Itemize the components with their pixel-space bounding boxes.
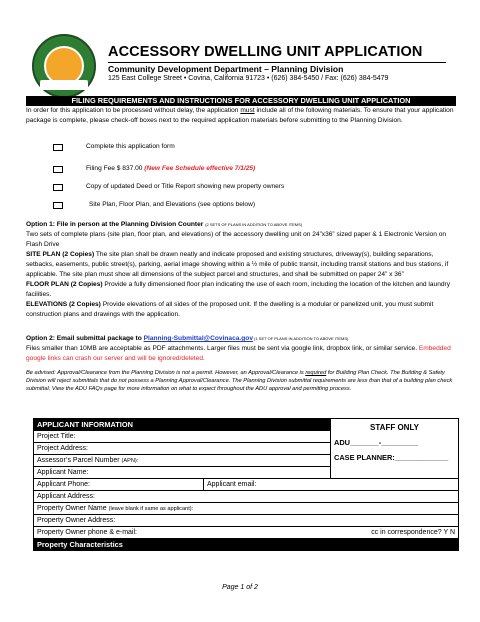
checkbox-deed-title[interactable] — [53, 184, 63, 191]
section-banner: FILING REQUIREMENTS AND INSTRUCTIONS FOR ACCESSORY DWELLING UNIT APPLICATION — [26, 96, 456, 106]
department-address: 125 East College Street • Covina, California 91723 • (626) 384-5450 / Fax: (626) 384-5479 — [108, 75, 389, 82]
page-number: Page 1 of 2 — [222, 584, 258, 591]
seal-banner — [40, 80, 88, 90]
google-link-warning: Embedded google links can crash our server and will be ignored/deleted. — [26, 345, 451, 362]
cc-correspondence-choice[interactable]: cc in correspondence? Y N — [371, 529, 455, 536]
site-plan-text: SITE PLAN (2 Copies) The site plan shall be drawn neatly and indicate proposed and existing structures, driveway(s), building separations, setbacks, easements, public street(s), parking, aerial image showing within a ½ mile of public transit, including transit stations and bus stations, if applicable. The site plan must show all dimensions of the subject parcel and structures, and shall be submitted on paper 24” x 36” — [26, 251, 449, 278]
owner-address-field[interactable]: Property Owner Address: — [34, 515, 459, 527]
apn-field[interactable]: Assessor’s Parcel Number (APN): — [34, 455, 331, 467]
floor-plan-text: FLOOR PLAN (2 Copies) Provide a fully dimensioned floor plan indicating the use of each room, including the location of the kitchen and laundry facilities. — [26, 281, 451, 298]
owner-contact-field[interactable]: Property Owner phone & e-mail: cc in correspondence? Y N — [34, 527, 459, 539]
submittal-email-link[interactable]: Planning-Submittal@Covinaca.gov — [143, 335, 253, 342]
elevations-text: ELEVATIONS (2 Copies) Provide elevations of all sides of the proposed unit. If the dwelling is a modular or panelized unit, you must submit construction plans and drawings with the application. — [26, 301, 434, 318]
checkbox-filing-fee[interactable] — [53, 166, 63, 173]
adu-number-field[interactable]: ADU_______-_________ — [334, 438, 419, 447]
option-1-section — [26, 220, 456, 320]
checklist-item-label: Complete this application form — [86, 143, 175, 150]
department-name: Community Development Department – Planning Division — [108, 64, 344, 74]
checklist-item-label: Copy of updated Deed or Title Report showing new property owners — [86, 183, 285, 190]
checkbox-plans[interactable] — [53, 202, 63, 209]
applicant-address-field[interactable]: Applicant Address: — [34, 491, 459, 503]
checklist-item-label: Site Plan, Floor Plan, and Elevations (see options below) — [89, 201, 256, 208]
applicant-email-field[interactable]: Applicant email: — [204, 479, 459, 491]
option-1-heading: Option 1: File in person at the Planning Division Counter (2 SETS OF PLANS IN ADDITION TO ABOVE ITEMS) — [26, 221, 303, 228]
intro-paragraph: In order for this application to be processed without delay, the application must include all of the following materials. To ensure that your application package is complete, please check-off boxes next to the required application materials before submitting to the Planning Division. — [26, 107, 454, 124]
fee-schedule-note: (New Fee Schedule effective 7/1/25) — [144, 165, 256, 172]
case-planner-field[interactable]: CASE PLANNER:_____________ — [334, 453, 449, 462]
checkbox-application-form[interactable] — [53, 144, 63, 151]
option-2-body: Files smaller than 10MB are acceptable as PDF attachments. Larger files must be sent via google link, dropbox link, or similar service. Embedded google links can crash our server and will be ignored/deleted. — [26, 345, 451, 362]
option-2-heading: Option 2: Email submittal package to Planning-Submittal@Covinaca.gov (1 SET OF PLANS IN ADDITION TO ABOVE ITEMS) — [26, 335, 349, 342]
applicant-phone-field[interactable]: Applicant Phone: — [34, 479, 204, 491]
city-seal-logo — [32, 34, 96, 98]
option-2-section — [26, 334, 456, 364]
page-title: ACCESSORY DWELLING UNIT APPLICATION — [108, 44, 423, 60]
applicant-info-table — [33, 418, 459, 551]
checklist-item-label: Filing Fee $ 837.00 (New Fee Schedule effective 7/1/25) — [86, 165, 256, 172]
staff-only-box — [331, 419, 459, 479]
applicant-info-header: APPLICANT INFORMATION — [34, 419, 331, 431]
project-address-field[interactable]: Project Address: — [34, 443, 331, 455]
staff-only-label: STAFF ONLY — [370, 423, 419, 432]
title-divider — [108, 62, 446, 63]
property-characteristics-header: Property Characteristics — [34, 539, 459, 551]
project-title-field[interactable]: Project Title: — [34, 431, 331, 443]
advisory-paragraph: Be advised: Approval/Clearance from the Planning Division is not a permit. However, an Approval/Clearance is required for Building Plan Check. The Building & Safety Division will reject submittals that do not possess a Planning Approval/Clearance. The Planning Division submittal requirements are less than that of a building plan check submittal. View the ADU FAQs page for more information on what to expect throughout the ADU approval and permitting process. — [26, 370, 453, 393]
applicant-name-field[interactable]: Applicant Name: — [34, 467, 331, 479]
option-1-body: Two sets of complete plans (site plan, floor plan, and elevations) of the accessory dwelling unit on 24”x36” sized paper & 1 Electronic Version on Flash Drive — [26, 231, 447, 248]
owner-name-field[interactable]: Property Owner Name (leave blank if same as applicant): — [34, 503, 459, 515]
